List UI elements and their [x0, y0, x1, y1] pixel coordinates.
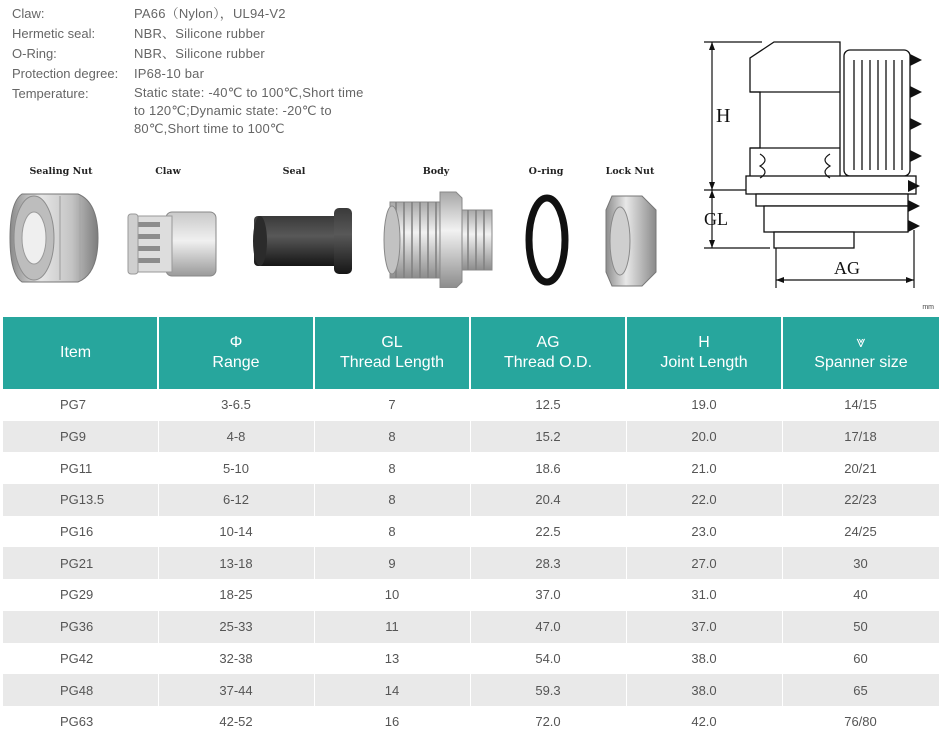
dim-label-h: H [716, 105, 731, 127]
part-label-seal: Seal [282, 166, 306, 177]
cell-thread-od: 28.3 [470, 547, 626, 579]
cell-item: PG11 [3, 452, 158, 484]
spec-value: PA66（Nylon），UL94-V2 [134, 6, 286, 21]
spec-temperature [12, 84, 374, 138]
spec-o-ring [12, 44, 374, 64]
cell-spanner-size: 14/15 [782, 389, 939, 421]
cell-joint-length: 37.0 [626, 611, 782, 643]
cell-item: PG21 [3, 547, 158, 579]
cell-thread-od: 15.2 [470, 421, 626, 453]
body-image [380, 188, 496, 288]
header-line1: Item [60, 344, 92, 361]
part-label-o-ring: O-ring [528, 166, 564, 177]
header-line2: Range [212, 354, 260, 371]
cell-spanner-size: 30 [782, 547, 939, 579]
cell-joint-length: 22.0 [626, 484, 782, 516]
claw-image [126, 188, 222, 288]
cell-spanner-size: 40 [782, 579, 939, 611]
cell-item: PG13.5 [3, 484, 158, 516]
cell-joint-length: 23.0 [626, 516, 782, 548]
cell-range: 3-6.5 [158, 389, 314, 421]
cell-thread-length: 13 [314, 643, 470, 675]
cell-thread-length: 14 [314, 674, 470, 706]
header-line2: Joint Length [660, 354, 748, 371]
seal-image [250, 188, 360, 288]
cell-thread-od: 12.5 [470, 389, 626, 421]
cell-thread-length: 8 [314, 516, 470, 548]
cell-range: 4-8 [158, 421, 314, 453]
cell-range: 37-44 [158, 674, 314, 706]
part-label-sealing-nut: Sealing Nut [29, 166, 93, 177]
table-row [3, 484, 939, 516]
header-item [3, 317, 158, 389]
cell-spanner-size: 24/25 [782, 516, 939, 548]
cell-thread-length: 7 [314, 389, 470, 421]
dimension-drawing [690, 30, 940, 290]
sealing-nut-image [8, 188, 104, 288]
dim-label-gl: GL [704, 209, 728, 229]
spec-value: NBR、Silicone rubber [134, 26, 265, 41]
header-line2: Thread O.D. [503, 354, 593, 371]
cell-spanner-size: 20/21 [782, 452, 939, 484]
cell-thread-od: 72.0 [470, 706, 626, 738]
table-row [3, 706, 939, 738]
cell-item: PG9 [3, 421, 158, 453]
part-label-lock-nut: Lock Nut [605, 166, 655, 177]
cell-thread-od: 18.6 [470, 452, 626, 484]
spec-key: Hermetic seal: [12, 26, 96, 41]
table-body [3, 389, 939, 738]
header-line1: AG [536, 334, 560, 351]
spec-claw [12, 4, 374, 24]
table-row [3, 516, 939, 548]
cell-joint-length: 20.0 [626, 421, 782, 453]
cell-item: PG16 [3, 516, 158, 548]
table-row [3, 674, 939, 706]
spec-key: Temperature: [12, 86, 89, 101]
cell-range: 13-18 [158, 547, 314, 579]
header-thread-od [470, 317, 626, 389]
cell-thread-od: 22.5 [470, 516, 626, 548]
cell-range: 6-12 [158, 484, 314, 516]
cell-joint-length: 19.0 [626, 389, 782, 421]
cell-spanner-size: 22/23 [782, 484, 939, 516]
header-line2: Spanner size [814, 354, 908, 371]
cell-joint-length: 21.0 [626, 452, 782, 484]
spec-table [3, 317, 940, 738]
spec-key: Claw: [12, 6, 45, 21]
header-spanner-size [782, 317, 939, 389]
cell-item: PG63 [3, 706, 158, 738]
lock-nut-image [602, 188, 662, 288]
table-row [3, 452, 939, 484]
table-row [3, 579, 939, 611]
cell-thread-length: 11 [314, 611, 470, 643]
cell-range: 5-10 [158, 452, 314, 484]
cell-thread-length: 16 [314, 706, 470, 738]
table-header-row [3, 317, 939, 389]
table-row [3, 611, 939, 643]
cell-item: PG36 [3, 611, 158, 643]
cell-range: 32-38 [158, 643, 314, 675]
cell-thread-od: 37.0 [470, 579, 626, 611]
header-thread-length [314, 317, 470, 389]
spec-protection-degree [12, 64, 374, 84]
cell-thread-length: 9 [314, 547, 470, 579]
spec-key: Protection degree: [12, 66, 119, 81]
header-line1: GL [381, 334, 403, 351]
part-label-claw: Claw [155, 166, 181, 177]
cell-item: PG48 [3, 674, 158, 706]
spec-hermetic-seal [12, 24, 374, 44]
cell-thread-length: 8 [314, 484, 470, 516]
o-ring-image [522, 188, 572, 288]
spec-value: IP68-10 bar [134, 66, 205, 81]
cell-joint-length: 38.0 [626, 643, 782, 675]
cell-range: 25-33 [158, 611, 314, 643]
cell-thread-od: 20.4 [470, 484, 626, 516]
cell-joint-length: 31.0 [626, 579, 782, 611]
cell-spanner-size: 65 [782, 674, 939, 706]
table-row [3, 421, 939, 453]
cell-item: PG7 [3, 389, 158, 421]
cell-range: 18-25 [158, 579, 314, 611]
cell-thread-od: 47.0 [470, 611, 626, 643]
cell-range: 42-52 [158, 706, 314, 738]
cell-spanner-size: 17/18 [782, 421, 939, 453]
table-row [3, 389, 939, 421]
parts-exploded-view [0, 160, 680, 300]
cell-spanner-size: 76/80 [782, 706, 939, 738]
cell-thread-od: 59.3 [470, 674, 626, 706]
header-range [158, 317, 314, 389]
dim-label-ag: AG [834, 258, 860, 278]
cell-spanner-size: 60 [782, 643, 939, 675]
header-joint-length [626, 317, 782, 389]
table-row [3, 643, 939, 675]
unit-label: mm [922, 304, 934, 311]
header-line1: H [698, 334, 710, 351]
part-label-body: Body [422, 166, 450, 177]
spec-value: Static state: -40℃ to 100℃,Short time to 120℃;Dynamic state: -20℃ to 80℃,Short time to 100℃ [134, 85, 364, 136]
cell-item: PG29 [3, 579, 158, 611]
cell-spanner-size: 50 [782, 611, 939, 643]
cell-thread-length: 8 [314, 452, 470, 484]
cell-joint-length: 27.0 [626, 547, 782, 579]
material-specs [12, 4, 374, 138]
cell-item: PG42 [3, 643, 158, 675]
header-line1: Φ [229, 334, 243, 351]
cell-thread-od: 54.0 [470, 643, 626, 675]
cell-joint-length: 42.0 [626, 706, 782, 738]
table-row [3, 547, 939, 579]
spanner-icon: ⩔ [856, 334, 866, 351]
cell-thread-length: 10 [314, 579, 470, 611]
cell-thread-length: 8 [314, 421, 470, 453]
spec-key: O-Ring: [12, 46, 57, 61]
header-line2: Thread Length [339, 354, 445, 371]
cell-range: 10-14 [158, 516, 314, 548]
cell-joint-length: 38.0 [626, 674, 782, 706]
spec-value: NBR、Silicone rubber [134, 46, 265, 61]
